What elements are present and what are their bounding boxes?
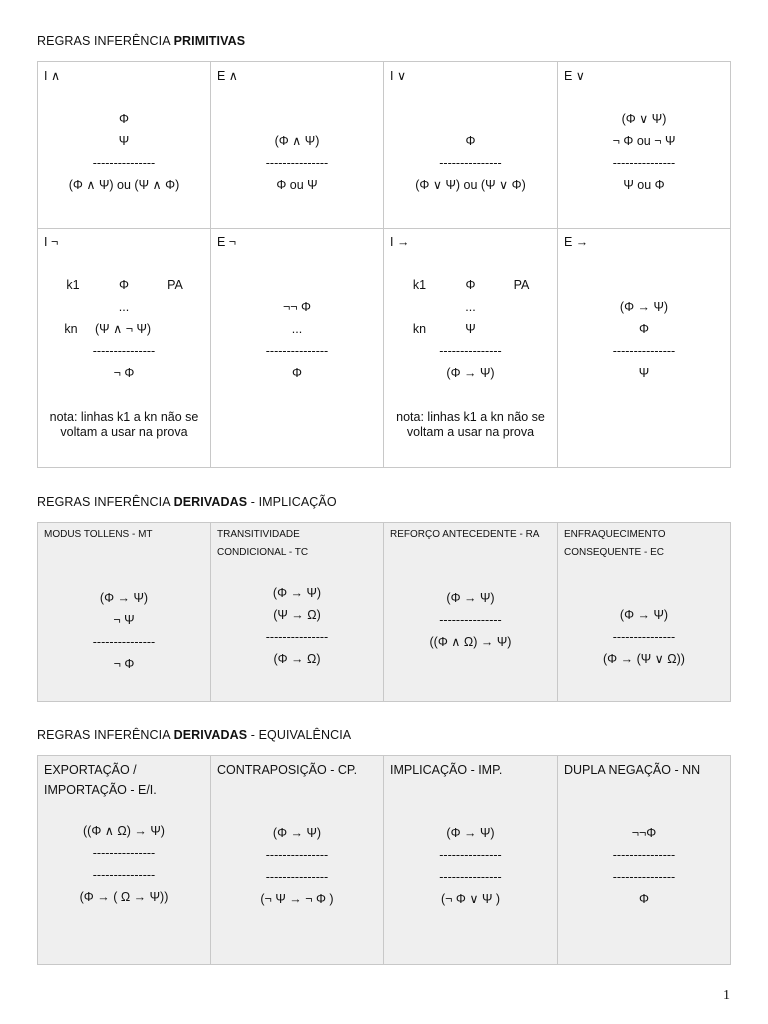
title-line: CONTRAPOSIÇÃO - CP. bbox=[217, 763, 358, 777]
line-label: k1 bbox=[412, 278, 427, 292]
conclusion: (¬ Φ ∨ Ψ ) bbox=[440, 892, 501, 906]
rule-title bbox=[44, 526, 206, 544]
rule-body bbox=[38, 587, 210, 675]
rule-body bbox=[211, 130, 383, 196]
rule-cell-ei bbox=[38, 756, 211, 965]
separator: --------------- bbox=[92, 868, 156, 882]
premise: (Φ ∧ Ψ) bbox=[274, 134, 320, 148]
separator: --------------- bbox=[439, 156, 502, 170]
separator: --------------- bbox=[439, 870, 502, 884]
section-heading-equivalencia bbox=[37, 728, 351, 742]
separator: --------------- bbox=[92, 344, 156, 358]
rule-body bbox=[384, 587, 557, 653]
conclusion: (Φ → Ω) bbox=[273, 652, 321, 666]
premise: (Φ → Ψ) bbox=[619, 300, 669, 314]
separator: --------------- bbox=[265, 848, 329, 862]
conclusion: ¬ Φ bbox=[113, 366, 135, 380]
proof-line-k1 bbox=[38, 274, 210, 296]
rule-title: I ∨ bbox=[390, 69, 407, 83]
line-justification: PA bbox=[513, 278, 530, 292]
rule-body bbox=[558, 822, 730, 910]
proof-line-kn bbox=[384, 318, 557, 340]
rule-cell-i-or bbox=[384, 62, 558, 229]
rule-title bbox=[44, 760, 157, 800]
table-derived-equivalence bbox=[37, 755, 731, 965]
rule-title: E ∧ bbox=[217, 69, 238, 83]
ellipsis: ... bbox=[118, 300, 130, 314]
premise: (Φ → Ψ) bbox=[446, 591, 495, 605]
section-heading-primitivas bbox=[37, 34, 245, 48]
line-formula: Ψ bbox=[465, 322, 476, 336]
ellipsis: ... bbox=[291, 322, 303, 336]
rule-cell-cp bbox=[211, 756, 384, 965]
rule-cell-ra bbox=[384, 523, 558, 702]
rule-title: E ¬ bbox=[217, 235, 237, 249]
rule-cell-imp bbox=[384, 756, 558, 965]
rule-cell-e-not bbox=[211, 229, 384, 468]
title-line: REFORÇO ANTECEDENTE - RA bbox=[390, 529, 540, 540]
title-line: EXPORTAÇÃO / bbox=[44, 763, 137, 777]
rule-cell-nn bbox=[558, 756, 731, 965]
rule-title: E ∨ bbox=[564, 69, 585, 83]
rule-body bbox=[211, 822, 383, 910]
rule-body bbox=[38, 108, 210, 196]
title-line: IMPORTAÇÃO - E/I. bbox=[44, 783, 157, 797]
conclusion: (Φ ∨ Ψ) ou (Ψ ∨ Φ) bbox=[415, 178, 526, 192]
premise: (Φ → Ψ) bbox=[272, 826, 322, 840]
premise: (Ψ → Ω) bbox=[273, 608, 321, 622]
rule-body bbox=[558, 604, 730, 670]
title-line: TRANSITIVIDADE bbox=[217, 529, 300, 540]
line-label: k1 bbox=[66, 278, 80, 292]
table-derived-implication bbox=[37, 522, 731, 702]
premise: Ψ bbox=[118, 134, 130, 148]
rule-note bbox=[384, 410, 557, 440]
line-formula: Φ bbox=[119, 278, 129, 292]
premise: ¬¬Φ bbox=[631, 826, 657, 840]
conclusion: Φ ou Ψ bbox=[276, 178, 318, 192]
ellipsis: ... bbox=[465, 300, 476, 314]
separator: --------------- bbox=[612, 156, 676, 170]
rule-title: I ¬ bbox=[44, 235, 59, 249]
rule-body bbox=[558, 296, 730, 384]
separator: --------------- bbox=[612, 848, 676, 862]
rule-body bbox=[384, 274, 557, 384]
line-label: kn bbox=[64, 322, 78, 336]
separator: --------------- bbox=[612, 630, 676, 644]
line-formula: Φ bbox=[465, 278, 476, 292]
note-line: voltam a usar na prova bbox=[60, 425, 188, 439]
rule-title bbox=[564, 526, 726, 562]
title-line: CONSEQUENTE - EC bbox=[564, 547, 665, 558]
conclusion: ((Φ ∧ Ω) → Ψ) bbox=[429, 635, 512, 649]
page-number: 1 bbox=[723, 988, 730, 1003]
separator: --------------- bbox=[612, 344, 676, 358]
premise: (Φ → Ψ) bbox=[446, 826, 495, 840]
rule-title bbox=[217, 760, 357, 780]
premise: Φ bbox=[465, 134, 476, 148]
title-line: DUPLA NEGAÇÃO - NN bbox=[564, 763, 701, 777]
rule-title bbox=[390, 526, 553, 544]
line-justification: PA bbox=[167, 278, 183, 292]
title-line: ENFRAQUECIMENTO bbox=[564, 529, 666, 540]
conclusion: (Φ ∧ Ψ) ou (Ψ ∧ Φ) bbox=[68, 178, 180, 192]
rule-cell-e-imp bbox=[558, 229, 731, 468]
rule-title: I → bbox=[390, 235, 410, 249]
spacer bbox=[502, 318, 542, 340]
heading-suffix: - IMPLICAÇÃO bbox=[247, 495, 337, 509]
rule-cell-i-not bbox=[38, 229, 211, 468]
conclusion: ¬ Φ bbox=[113, 657, 135, 671]
conclusion: Φ bbox=[292, 366, 302, 380]
conclusion: (Φ → ( Ω → Ψ)) bbox=[79, 890, 169, 904]
separator: --------------- bbox=[265, 156, 329, 170]
line-label: kn bbox=[412, 322, 427, 336]
separator: --------------- bbox=[92, 156, 156, 170]
conclusion: (Φ → Ψ) bbox=[446, 366, 495, 380]
rule-title bbox=[217, 526, 379, 562]
conclusion: (Φ → (Ψ ∨ Ω)) bbox=[603, 652, 685, 666]
separator: --------------- bbox=[265, 630, 329, 644]
premise: ((Φ ∧ Ω) → Ψ) bbox=[83, 824, 165, 838]
conclusion: Ψ bbox=[638, 366, 650, 380]
proof-line-k1 bbox=[384, 274, 557, 296]
rule-cell-e-and bbox=[211, 62, 384, 229]
separator: --------------- bbox=[92, 846, 156, 860]
separator: --------------- bbox=[439, 613, 502, 627]
premise: Φ bbox=[639, 322, 649, 336]
separator: --------------- bbox=[265, 870, 329, 884]
rule-title: E → bbox=[564, 235, 589, 249]
rule-title bbox=[390, 760, 502, 780]
note-line: nota: linhas k1 a kn não se bbox=[49, 410, 199, 424]
heading-suffix: - EQUIVALÊNCIA bbox=[247, 728, 352, 742]
heading-prefix: REGRAS INFERÊNCIA bbox=[37, 34, 174, 48]
proof-line-kn bbox=[38, 318, 210, 340]
rule-body bbox=[38, 820, 210, 908]
rule-cell-tc bbox=[211, 523, 384, 702]
title-line: IMPLICAÇÃO - IMP. bbox=[390, 763, 503, 777]
conclusion: (¬ Ψ → ¬ Φ ) bbox=[260, 892, 334, 906]
heading-bold: DERIVADAS bbox=[173, 728, 248, 742]
premise: (Φ → Ψ) bbox=[272, 586, 322, 600]
rule-cell-ec bbox=[558, 523, 731, 702]
separator: --------------- bbox=[265, 344, 329, 358]
heading-bold: PRIMITIVAS bbox=[173, 34, 246, 48]
conclusion: Φ bbox=[639, 892, 649, 906]
rule-body bbox=[38, 274, 210, 384]
premise: (Φ → Ψ) bbox=[99, 591, 149, 605]
rule-cell-i-and bbox=[38, 62, 211, 229]
rule-title: I ∧ bbox=[44, 69, 61, 83]
heading-prefix: REGRAS INFERÊNCIA bbox=[37, 728, 174, 742]
separator: --------------- bbox=[439, 848, 502, 862]
heading-prefix: REGRAS INFERÊNCIA bbox=[37, 495, 174, 509]
separator: --------------- bbox=[612, 870, 676, 884]
separator: --------------- bbox=[439, 344, 502, 358]
rule-note bbox=[38, 410, 210, 440]
rule-cell-i-imp bbox=[384, 229, 558, 468]
separator: --------------- bbox=[92, 635, 156, 649]
premise: Φ bbox=[119, 112, 129, 126]
rule-body bbox=[211, 582, 383, 670]
rule-body bbox=[384, 822, 557, 910]
title-line: CONDICIONAL - TC bbox=[217, 547, 309, 558]
rule-body bbox=[558, 108, 730, 196]
line-formula: (Ψ ∧ ¬ Ψ) bbox=[95, 322, 152, 336]
note-line: nota: linhas k1 a kn não se bbox=[396, 410, 545, 424]
table-primitive-rules bbox=[37, 61, 731, 468]
premise: (Φ → Ψ) bbox=[619, 608, 669, 622]
rule-cell-e-or bbox=[558, 62, 731, 229]
title-line: MODUS TOLLENS - MT bbox=[44, 529, 153, 540]
premise: ¬ Ψ bbox=[113, 613, 135, 627]
premise: ¬ Φ ou ¬ Ψ bbox=[612, 134, 676, 148]
note-line: voltam a usar na prova bbox=[406, 425, 535, 439]
rule-title bbox=[564, 760, 700, 780]
rule-body bbox=[384, 130, 557, 196]
heading-bold: DERIVADAS bbox=[173, 495, 248, 509]
section-heading-implicacao bbox=[37, 495, 337, 509]
premise: (Φ ∨ Ψ) bbox=[621, 112, 667, 126]
rule-body bbox=[211, 296, 383, 384]
premise: ¬¬ Φ bbox=[282, 300, 312, 314]
conclusion: Ψ ou Φ bbox=[623, 178, 665, 192]
rule-cell-mt bbox=[38, 523, 211, 702]
